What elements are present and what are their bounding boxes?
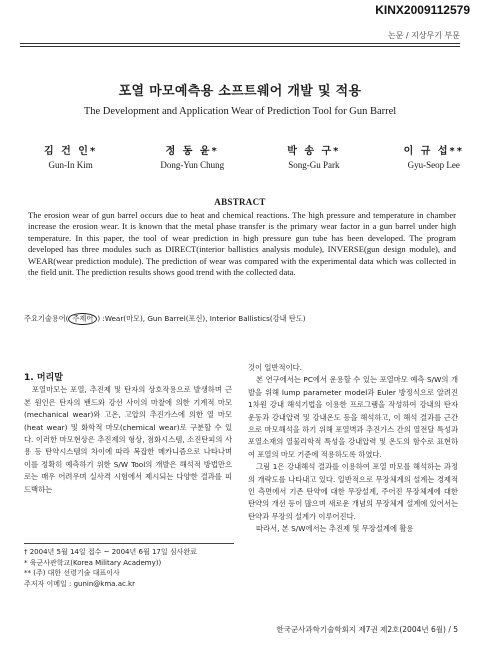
body-column-left (24, 372, 232, 496)
document-id: KINX2009112579 (375, 3, 470, 17)
author-3-korean: 박 송 구* (287, 146, 341, 157)
author-2-korean: 정 동 윤* (165, 146, 219, 157)
intro-paragraph-4: 따라서, 본 S/W에서는 추진제 및 무장설계에 활용 (256, 524, 414, 534)
author-1-korean: 김 건 인* (44, 146, 98, 157)
footnote-affiliation-1: * 육군사관학교(Korea Military Academy)) (24, 558, 162, 567)
section-tag: 논문 / 지상무기 부문 (387, 31, 460, 40)
keywords-label-prefix: 주요기술용어( (24, 314, 69, 323)
intro-paragraph-continued: 것이 일반적이다. (248, 363, 302, 372)
intro-paragraph-1: 포열마모는 포열, 추진제 및 탄자의 상호작용으로 발생하며 근본 원인은 탄자의 밴드와 강선 사이의 마찰에 의한 기계적 마모(mechanical wear)와 고온, 고압의 추진가스에 의한 열 마모(heat wear) 및 화학적 마모(chemical wear)로 구분할 수 있다. 이러한 마모현상은 추진제의 형상, 점화시스템, 소진탄피의 사용 등 탄약시스템의 차이에 따라 복잡한 메카니즘으로 나타나며 이를 정확히 예측하기 위한 S/W Tool의 개발은 해석적 방법만으로는 매우 어려우며 실사격 시험에서 제시되는 다양한 결과를 피드백하는 (24, 385, 232, 494)
keywords-label-circled: 주제어 (68, 313, 97, 325)
title-english: The Development and Application Wear of Prediction Tool for Gun Barrel (83, 106, 397, 117)
body-column-right (248, 362, 458, 536)
intro-paragraph-2: 본 연구에서는 PC에서 운용할 수 있는 포열마모 예측 S/W의 개발을 위해 lump parameter model과 Euler 방정식으로 알려진 1차원 강내 해석기법을 이용한 프로그램을 작성하여 강내의 탄자운동과 강내압력 및 강내온도 등을 해석하고, 이 해석 결과를 근간으로 마모해석을 하기 위해 포열벽과 추진가스 간의 열전달 특성과 포열소재의 열물리학적 특성을 강내압력 및 온도의 함수로 표현하여 포열의 마모 기준에 적용하도록 하였다. (248, 375, 458, 459)
intro-paragraph-3: 그림 1은 강내해석 결과를 이용하여 포열 마모를 해석하는 과정의 개략도를 나타내고 있다. 일반적으로 무장체계의 설계는 경제적인 측면에서 기존 탄약에 대한 무장설계, 주어진 무장체계에 대한 탄약의 개선 등이 많으며 새로운 개념의 무장체계 설계에 있어서는 탄약과 무장의 설계가 이루어진다. (248, 462, 458, 521)
author-1 (44, 142, 97, 170)
author-2 (160, 142, 224, 170)
author-4-english: Gyu-Seop Lee (407, 160, 460, 170)
footnotes (24, 543, 234, 589)
author-4 (404, 142, 464, 170)
footnote-rule (24, 543, 234, 544)
author-3 (287, 142, 340, 170)
footnote-affiliation-2: ** (주) 대한 선령기술 대표이사 (24, 569, 120, 577)
footnote-email: 주저자 이메일 : gunin@kma.ac.kr (24, 579, 135, 588)
keywords (24, 313, 464, 325)
header-rule-bottom (20, 46, 460, 47)
author-3-english: Song-Gu Park (288, 160, 340, 170)
abstract-heading: ABSTRACT (214, 197, 266, 207)
author-1-english: Gun-In Kim (48, 160, 93, 170)
header-rule-top (20, 43, 460, 44)
keywords-terms: Wear(마모), Gun Barrel(포신), Interior Ballistics(강내 탄도) (104, 314, 306, 323)
footnote-received: † 2004년 5월 14일 접수 ~ 2004년 6월 17일 심사완료 (24, 548, 197, 556)
author-4-korean: 이 규 섭** (403, 146, 464, 157)
keywords-label-suffix: ) : (97, 314, 105, 323)
journal-footer: 한국군사과학기술학회지 제7권 제2호(2004년 6월) / 5 (276, 625, 458, 634)
section-heading: 1. 머리말 (24, 373, 63, 383)
abstract-text: The erosion wear of gun barrel occurs due to heat and chemical reactions. The high pressure and temperature in chamber increase the erosion wear. It is known that the metal phase transfer is the primary wear factor in a gun barrel under high temperature. In this paper, the tool of wear prediction in high pressure gun tube has been developed. The program developed has three modules such as DIRECT(interior ballistics analysis module), INVERSE(gun design module), and WEAR(wear prediction module). The prediction of wear was compared with the experimental data which was collected in the field unit. The prediction results shows good trend with the collected data. (28, 210, 456, 278)
title-korean: 포열 마모예측용 소프트웨어 개발 및 적용 (118, 84, 362, 99)
author-2-english: Dong-Yun Chung (160, 160, 225, 170)
author-list (44, 142, 464, 170)
